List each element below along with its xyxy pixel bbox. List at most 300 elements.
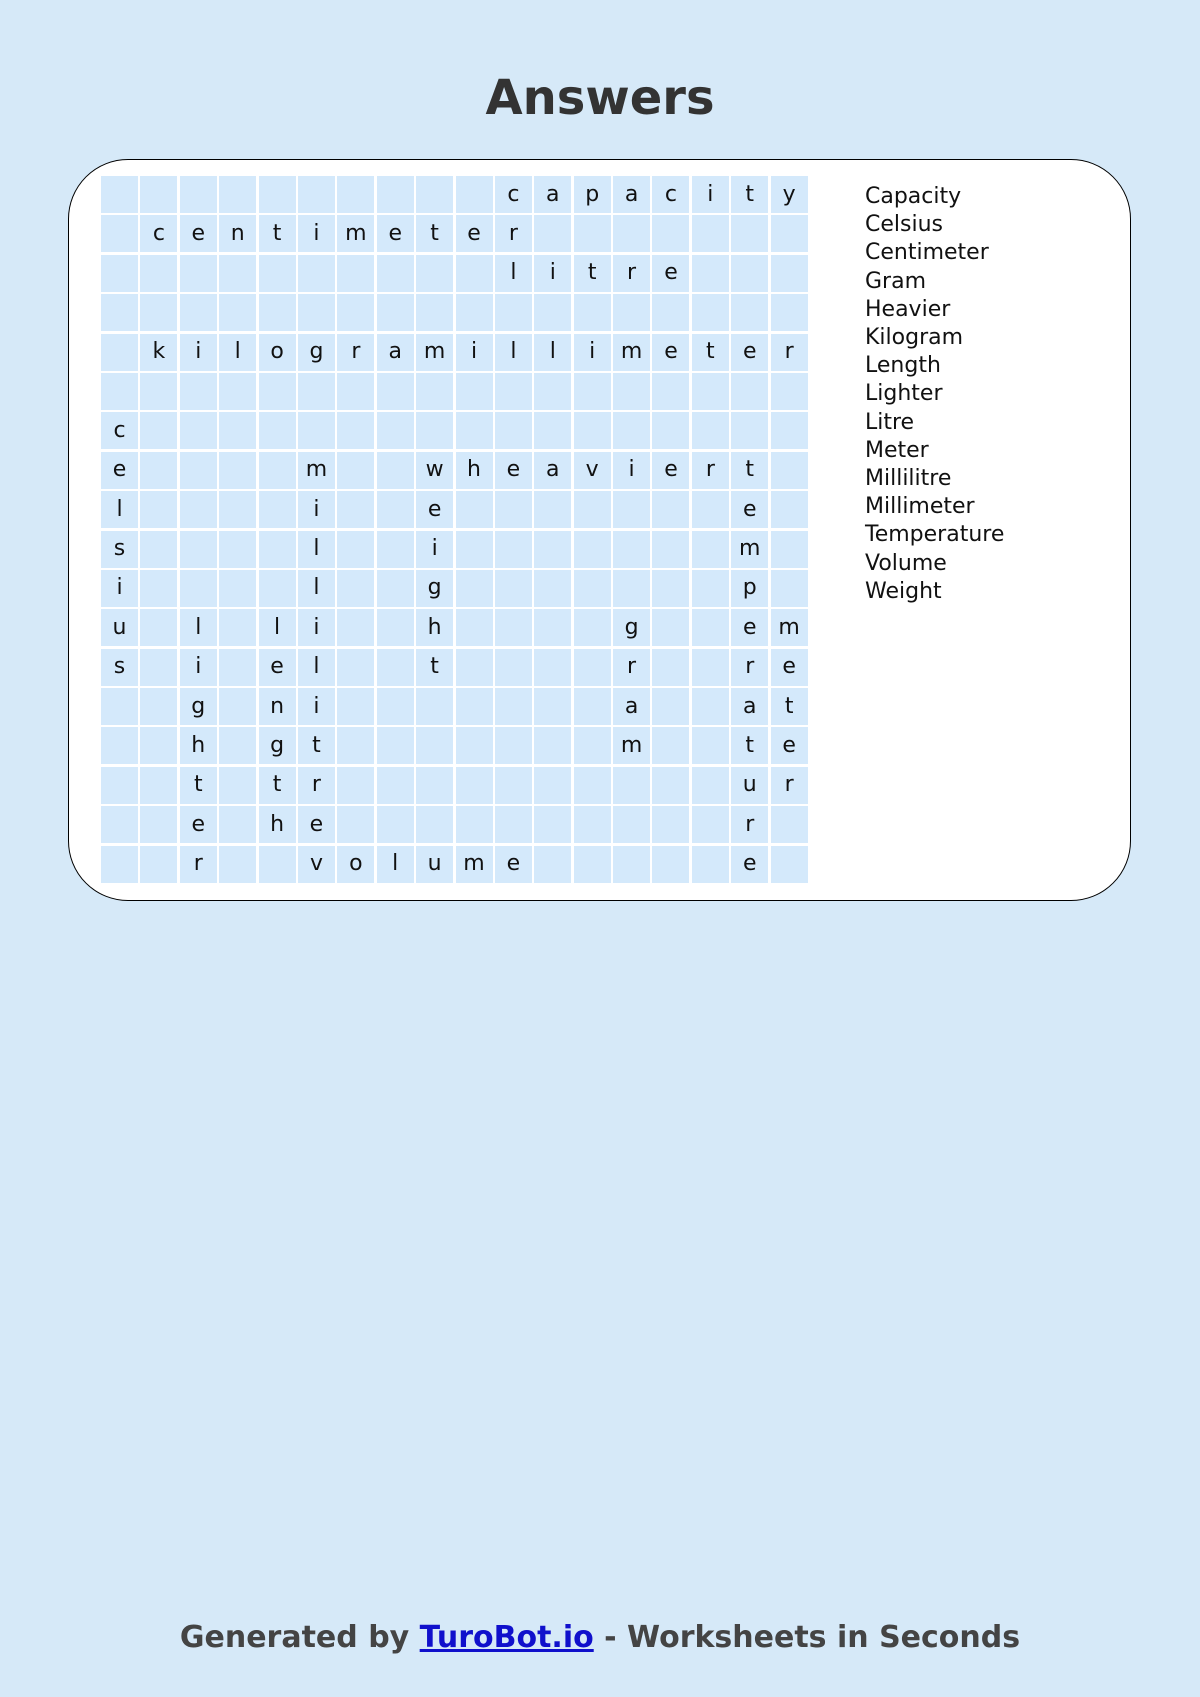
grid-cell	[416, 688, 453, 725]
grid-cell	[534, 570, 571, 607]
grid-cell	[416, 373, 453, 410]
grid-cell: e	[456, 215, 493, 252]
grid-cell: l	[298, 649, 335, 686]
grid-cell	[140, 452, 177, 489]
grid-cell: r	[495, 215, 532, 252]
grid-cell: r	[613, 649, 650, 686]
grid-cell	[219, 688, 256, 725]
word-list-item: Kilogram	[865, 325, 964, 351]
grid-cell	[495, 373, 532, 410]
grid-cell	[259, 452, 296, 489]
grid-cell: c	[101, 412, 138, 449]
grid-cell: i	[101, 570, 138, 607]
grid-cell	[534, 373, 571, 410]
grid-cell: a	[613, 176, 650, 213]
grid-cell: e	[259, 649, 296, 686]
grid-cell	[337, 806, 374, 843]
grid-cell	[613, 767, 650, 804]
footer	[0, 1618, 1200, 1658]
grid-cell	[416, 176, 453, 213]
grid-cell	[140, 806, 177, 843]
grid-cell	[140, 531, 177, 568]
grid-cell: a	[534, 176, 571, 213]
grid-cell	[298, 294, 335, 331]
grid-cell: a	[534, 452, 571, 489]
grid-cell: p	[574, 176, 611, 213]
grid-cell	[456, 531, 493, 568]
grid-cell	[140, 609, 177, 646]
grid-cell	[377, 294, 414, 331]
grid-cell: w	[416, 452, 453, 489]
grid-cell	[456, 294, 493, 331]
grid-cell: e	[180, 215, 217, 252]
grid-cell	[771, 491, 808, 528]
grid-cell: m	[416, 334, 453, 371]
grid-cell	[771, 294, 808, 331]
grid-cell: e	[771, 649, 808, 686]
grid-cell	[337, 491, 374, 528]
grid-cell	[180, 412, 217, 449]
grid-cell	[101, 846, 138, 883]
grid-cell: r	[692, 452, 729, 489]
grid-cell	[298, 373, 335, 410]
word-list-item: Millimeter	[865, 494, 975, 520]
grid-cell	[180, 570, 217, 607]
grid-cell: i	[574, 334, 611, 371]
grid-cell: e	[731, 846, 768, 883]
grid-cell	[652, 846, 689, 883]
grid-cell	[140, 255, 177, 292]
grid-cell	[219, 609, 256, 646]
grid-cell	[377, 649, 414, 686]
grid-cell	[692, 609, 729, 646]
grid-cell	[219, 412, 256, 449]
grid-cell: u	[416, 846, 453, 883]
grid-cell	[613, 570, 650, 607]
grid-cell: t	[731, 727, 768, 764]
word-list-item: Meter	[865, 437, 929, 463]
grid-cell: t	[259, 215, 296, 252]
grid-cell	[337, 176, 374, 213]
grid-cell	[259, 373, 296, 410]
grid-cell	[180, 452, 217, 489]
grid-cell: r	[180, 846, 217, 883]
grid-cell	[574, 531, 611, 568]
word-list	[865, 183, 1004, 606]
grid-cell	[652, 727, 689, 764]
grid-cell: o	[337, 846, 374, 883]
grid-cell	[377, 609, 414, 646]
grid-cell	[416, 806, 453, 843]
grid-cell	[692, 806, 729, 843]
grid-cell	[140, 767, 177, 804]
grid-cell: t	[298, 727, 335, 764]
turobot-link[interactable]: TuroBot.io	[419, 1620, 594, 1655]
grid-cell	[101, 255, 138, 292]
word-list-item: Weight	[865, 578, 942, 604]
grid-cell	[495, 806, 532, 843]
grid-cell: k	[140, 334, 177, 371]
grid-cell: c	[140, 215, 177, 252]
footer-suffix: - Worksheets in Seconds	[593, 1620, 1021, 1655]
grid-cell	[495, 767, 532, 804]
grid-cell: a	[377, 334, 414, 371]
grid-cell	[652, 609, 689, 646]
grid-cell	[101, 215, 138, 252]
grid-cell	[416, 255, 453, 292]
grid-cell	[180, 531, 217, 568]
grid-cell	[692, 491, 729, 528]
grid-cell: h	[416, 609, 453, 646]
grid-cell: e	[731, 491, 768, 528]
grid-cell: p	[731, 570, 768, 607]
grid-cell	[574, 727, 611, 764]
grid-cell	[298, 412, 335, 449]
word-list-item: Temperature	[865, 522, 1005, 548]
grid-cell	[180, 373, 217, 410]
grid-cell: i	[456, 334, 493, 371]
word-list-item: Lighter	[865, 381, 943, 407]
grid-cell	[456, 767, 493, 804]
grid-cell	[534, 609, 571, 646]
grid-cell: a	[613, 688, 650, 725]
grid-cell	[259, 846, 296, 883]
grid-cell	[377, 373, 414, 410]
grid-cell	[534, 649, 571, 686]
grid-cell: c	[495, 176, 532, 213]
grid-cell	[574, 373, 611, 410]
footer-prefix: Generated by	[179, 1620, 420, 1655]
grid-cell	[259, 255, 296, 292]
grid-cell: r	[731, 649, 768, 686]
grid-cell: g	[298, 334, 335, 371]
grid-cell	[377, 688, 414, 725]
grid-cell	[456, 373, 493, 410]
grid-cell	[692, 412, 729, 449]
grid-cell	[771, 846, 808, 883]
grid-cell: e	[652, 452, 689, 489]
grid-cell	[456, 176, 493, 213]
grid-cell	[377, 727, 414, 764]
grid-cell	[534, 215, 571, 252]
grid-cell	[456, 570, 493, 607]
grid-cell	[731, 215, 768, 252]
grid-cell: i	[298, 491, 335, 528]
grid-cell	[613, 215, 650, 252]
grid-cell	[495, 688, 532, 725]
grid-cell: m	[456, 846, 493, 883]
grid-cell	[652, 373, 689, 410]
grid-cell: r	[731, 806, 768, 843]
grid-cell: s	[101, 649, 138, 686]
grid-cell: r	[771, 334, 808, 371]
grid-cell: h	[259, 806, 296, 843]
grid-cell	[692, 255, 729, 292]
grid-cell	[337, 373, 374, 410]
grid-cell	[456, 412, 493, 449]
grid-cell: t	[416, 649, 453, 686]
grid-cell	[652, 491, 689, 528]
grid-cell	[652, 531, 689, 568]
grid-cell	[456, 688, 493, 725]
grid-cell: i	[298, 609, 335, 646]
grid-cell	[377, 806, 414, 843]
grid-cell: t	[731, 176, 768, 213]
grid-cell	[337, 688, 374, 725]
grid-cell	[180, 294, 217, 331]
grid-cell	[495, 570, 532, 607]
grid-cell	[259, 176, 296, 213]
grid-cell	[101, 294, 138, 331]
grid-cell	[692, 767, 729, 804]
grid-cell	[377, 491, 414, 528]
grid-cell: l	[298, 570, 335, 607]
grid-cell	[219, 846, 256, 883]
grid-cell: i	[298, 688, 335, 725]
grid-cell	[652, 767, 689, 804]
grid-cell	[337, 727, 374, 764]
grid-cell	[574, 688, 611, 725]
grid-cell	[140, 412, 177, 449]
grid-cell	[219, 294, 256, 331]
grid-cell	[534, 294, 571, 331]
grid-cell	[101, 373, 138, 410]
grid-cell	[337, 570, 374, 607]
grid-cell	[219, 531, 256, 568]
grid-cell: m	[771, 609, 808, 646]
grid-cell	[101, 806, 138, 843]
grid-cell	[416, 767, 453, 804]
grid-cell: t	[416, 215, 453, 252]
grid-cell	[692, 688, 729, 725]
grid-cell: n	[219, 215, 256, 252]
grid-cell: t	[731, 452, 768, 489]
grid-cell	[337, 294, 374, 331]
grid-cell	[259, 531, 296, 568]
grid-cell	[574, 491, 611, 528]
grid-cell	[140, 294, 177, 331]
grid-cell	[574, 609, 611, 646]
grid-cell	[574, 294, 611, 331]
grid-cell	[613, 531, 650, 568]
grid-cell	[771, 531, 808, 568]
grid-cell	[731, 373, 768, 410]
grid-cell	[574, 806, 611, 843]
word-list-item: Litre	[865, 409, 915, 435]
grid-cell	[140, 176, 177, 213]
grid-cell	[613, 806, 650, 843]
grid-cell	[731, 294, 768, 331]
grid-cell	[495, 491, 532, 528]
grid-cell: g	[613, 609, 650, 646]
grid-cell: r	[337, 334, 374, 371]
grid-cell	[692, 373, 729, 410]
grid-cell	[574, 412, 611, 449]
grid-cell: i	[613, 452, 650, 489]
grid-cell	[534, 846, 571, 883]
grid-cell: l	[534, 334, 571, 371]
grid-cell	[652, 570, 689, 607]
grid-cell	[101, 176, 138, 213]
grid-cell	[534, 806, 571, 843]
grid-cell: m	[613, 727, 650, 764]
grid-cell: e	[652, 255, 689, 292]
grid-cell	[771, 255, 808, 292]
grid-cell	[652, 688, 689, 725]
grid-cell	[692, 570, 729, 607]
grid-cell	[140, 649, 177, 686]
word-list-item: Centimeter	[865, 240, 989, 266]
grid-cell	[337, 412, 374, 449]
grid-cell: e	[180, 806, 217, 843]
grid-cell	[771, 806, 808, 843]
grid-cell: e	[101, 452, 138, 489]
grid-cell: r	[298, 767, 335, 804]
grid-cell	[377, 412, 414, 449]
grid-cell	[534, 412, 571, 449]
word-list-item: Length	[865, 353, 941, 379]
grid-cell: l	[180, 609, 217, 646]
grid-cell	[259, 294, 296, 331]
grid-cell	[534, 491, 571, 528]
grid-cell	[456, 609, 493, 646]
grid-cell: n	[259, 688, 296, 725]
grid-cell	[219, 767, 256, 804]
grid-cell	[456, 649, 493, 686]
grid-cell	[180, 255, 217, 292]
grid-cell	[652, 412, 689, 449]
grid-cell	[337, 609, 374, 646]
grid-cell	[731, 255, 768, 292]
word-list-item: Gram	[865, 268, 927, 294]
grid-cell: e	[377, 215, 414, 252]
grid-cell	[652, 649, 689, 686]
grid-cell	[337, 767, 374, 804]
grid-cell: a	[731, 688, 768, 725]
grid-cell	[574, 570, 611, 607]
grid-cell	[219, 806, 256, 843]
grid-cell	[140, 570, 177, 607]
grid-cell	[495, 294, 532, 331]
grid-cell: t	[692, 334, 729, 371]
grid-cell: e	[416, 491, 453, 528]
grid-cell: i	[180, 334, 217, 371]
grid-cell	[219, 452, 256, 489]
grid-cell	[574, 649, 611, 686]
grid-cell	[692, 215, 729, 252]
grid-cell	[219, 570, 256, 607]
grid-cell	[219, 649, 256, 686]
word-list-item: Heavier	[865, 296, 951, 322]
grid-cell: l	[259, 609, 296, 646]
grid-cell	[377, 255, 414, 292]
grid-cell	[219, 727, 256, 764]
grid-cell	[652, 294, 689, 331]
word-list-item: Capacity	[865, 184, 962, 209]
grid-cell	[574, 846, 611, 883]
grid-cell: m	[731, 531, 768, 568]
grid-cell	[574, 767, 611, 804]
grid-cell: r	[613, 255, 650, 292]
grid-cell	[140, 373, 177, 410]
page-title: Answers	[485, 70, 715, 126]
grid-cell: t	[771, 688, 808, 725]
grid-cell: g	[259, 727, 296, 764]
grid-cell	[377, 570, 414, 607]
grid-cell: i	[534, 255, 571, 292]
grid-cell	[180, 176, 217, 213]
grid-cell	[495, 609, 532, 646]
grid-cell	[416, 294, 453, 331]
grid-cell: l	[298, 531, 335, 568]
grid-cell	[140, 846, 177, 883]
grid-cell	[692, 846, 729, 883]
grid-cell: c	[652, 176, 689, 213]
grid-cell: l	[495, 255, 532, 292]
grid-cell: l	[101, 491, 138, 528]
word-list-item: Millilitre	[865, 466, 952, 492]
grid-cell: e	[652, 334, 689, 371]
grid-cell: t	[180, 767, 217, 804]
grid-cell	[652, 215, 689, 252]
grid-cell	[534, 688, 571, 725]
grid-cell: i	[416, 531, 453, 568]
grid-cell: l	[495, 334, 532, 371]
grid-cell	[259, 491, 296, 528]
grid-cell: e	[731, 334, 768, 371]
grid-cell: u	[731, 767, 768, 804]
grid-cell	[456, 255, 493, 292]
grid-cell: e	[298, 806, 335, 843]
grid-cell: v	[298, 846, 335, 883]
grid-cell	[101, 767, 138, 804]
grid-cell	[298, 255, 335, 292]
grid-cell	[377, 767, 414, 804]
grid-cell: v	[574, 452, 611, 489]
grid-cell	[219, 491, 256, 528]
grid-cell	[613, 294, 650, 331]
grid-cell	[771, 215, 808, 252]
grid-cell	[495, 412, 532, 449]
grid-cell: l	[377, 846, 414, 883]
grid-cell	[495, 531, 532, 568]
grid-cell	[259, 570, 296, 607]
letter-grid	[101, 176, 808, 883]
grid-cell	[259, 412, 296, 449]
grid-cell	[771, 412, 808, 449]
grid-cell: m	[298, 452, 335, 489]
grid-cell: g	[180, 688, 217, 725]
grid-cell	[377, 531, 414, 568]
grid-cell	[692, 727, 729, 764]
grid-cell: g	[416, 570, 453, 607]
grid-cell	[574, 215, 611, 252]
grid-cell	[534, 531, 571, 568]
grid-cell: u	[101, 609, 138, 646]
grid-cell	[101, 727, 138, 764]
grid-cell: t	[574, 255, 611, 292]
grid-cell	[534, 767, 571, 804]
grid-cell	[337, 649, 374, 686]
grid-cell	[219, 255, 256, 292]
grid-cell: m	[613, 334, 650, 371]
grid-cell	[456, 806, 493, 843]
grid-cell: o	[259, 334, 296, 371]
grid-cell: h	[456, 452, 493, 489]
grid-cell: e	[495, 452, 532, 489]
grid-cell	[337, 531, 374, 568]
word-list-item: Celsius	[865, 212, 943, 238]
